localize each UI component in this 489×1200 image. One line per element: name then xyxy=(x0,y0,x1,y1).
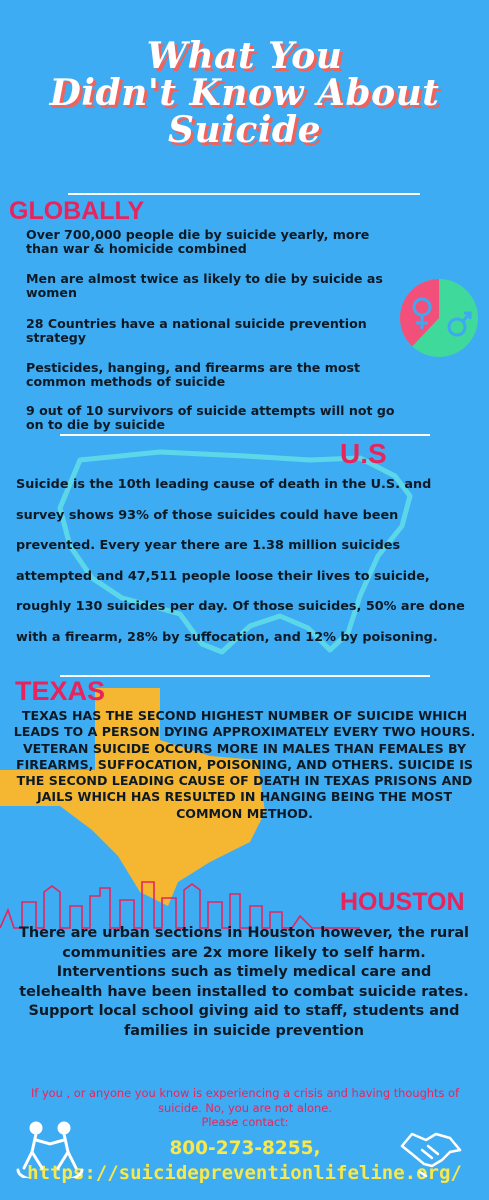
globally-heading: GLOBALLY xyxy=(9,197,145,225)
houston-heading: HOUSTON xyxy=(340,888,465,916)
hotline-phone[interactable]: 800-273-8255, xyxy=(169,1138,321,1159)
title-line-1: What You xyxy=(146,35,343,77)
contact-message: If you , or anyone you know is experiencing a crisis and having thoughts of suicide. No, you are not alone. xyxy=(30,1086,460,1115)
us-heading: U.S xyxy=(340,438,387,469)
houston-paragraph-2: Interventions such as timely medical care and telehealth have been installed to combat suicide rates. Support local school giving aid to staff, students and families in suicide prevention xyxy=(19,964,469,1039)
page-title xyxy=(20,35,469,151)
contact-block xyxy=(30,1086,460,1130)
houston-text xyxy=(14,924,474,1041)
texas-paragraph: TEXAS HAS THE SECOND HIGHEST NUMBER OF SUICIDE WHICH LEADS TO A PERSON DYING APPROXIMATELY EVERY TWO HOURS. VETERAN SUICIDE OCCURS MORE IN MALES THAN FEMALES BY FIREARMS, SUFFOCATION, POISONING, AND OTHERS. SUICIDE IS THE SECOND LEADING CAUSE OF DEATH IN TEXAS PRISONS AND JAILS WHICH HAS RESULTED IN HANGING BEING THE MOST COMMON METHOD. xyxy=(13,708,476,821)
global-fact-1: Over 700,000 people die by suicide yearly, more than war & homicide combined xyxy=(26,227,370,256)
hotline-url-link[interactable]: https://suicidepreventionlifeline.org/ xyxy=(27,1162,462,1184)
global-fact-4: Pesticides, hanging, and firearms are the most common methods of suicide xyxy=(26,360,361,389)
helping-people-icon xyxy=(14,1118,86,1178)
title-line-2: Didn't Know About xyxy=(49,72,440,114)
global-fact-3: 28 Countries have a national suicide prevention strategy xyxy=(26,316,367,345)
divider-us xyxy=(60,434,430,436)
title-line-3: Suicide xyxy=(167,109,322,151)
gender-pie-chart-icon xyxy=(398,277,480,359)
divider-top xyxy=(68,193,420,195)
handshake-icon xyxy=(398,1120,464,1178)
global-fact-5: 9 out of 10 survivors of suicide attempts will not go on to die by suicide xyxy=(26,403,395,432)
houston-paragraph-1: There are urban sections in Houston however, the rural communities are 2x more likely to self harm. xyxy=(19,925,469,961)
houston-skyline xyxy=(0,880,360,930)
texas-heading: TEXAS xyxy=(15,676,106,706)
us-paragraph: Suicide is the 10th leading cause of death in the U.S. and survey shows 93% of those suicides could have been prevented. Every year there are 1.38 million suicides attempted and 47,511 people loose their lives to suicide, roughly 130 suicides per day. Of those suicides, 50% are done with a firearm, 28% by suffocation, and 12% by poisoning. xyxy=(16,477,465,645)
contact-prompt: Please contact: xyxy=(201,1115,289,1129)
divider-texas xyxy=(60,675,430,677)
global-fact-2: Men are almost twice as likely to die by suicide as women xyxy=(26,271,383,300)
